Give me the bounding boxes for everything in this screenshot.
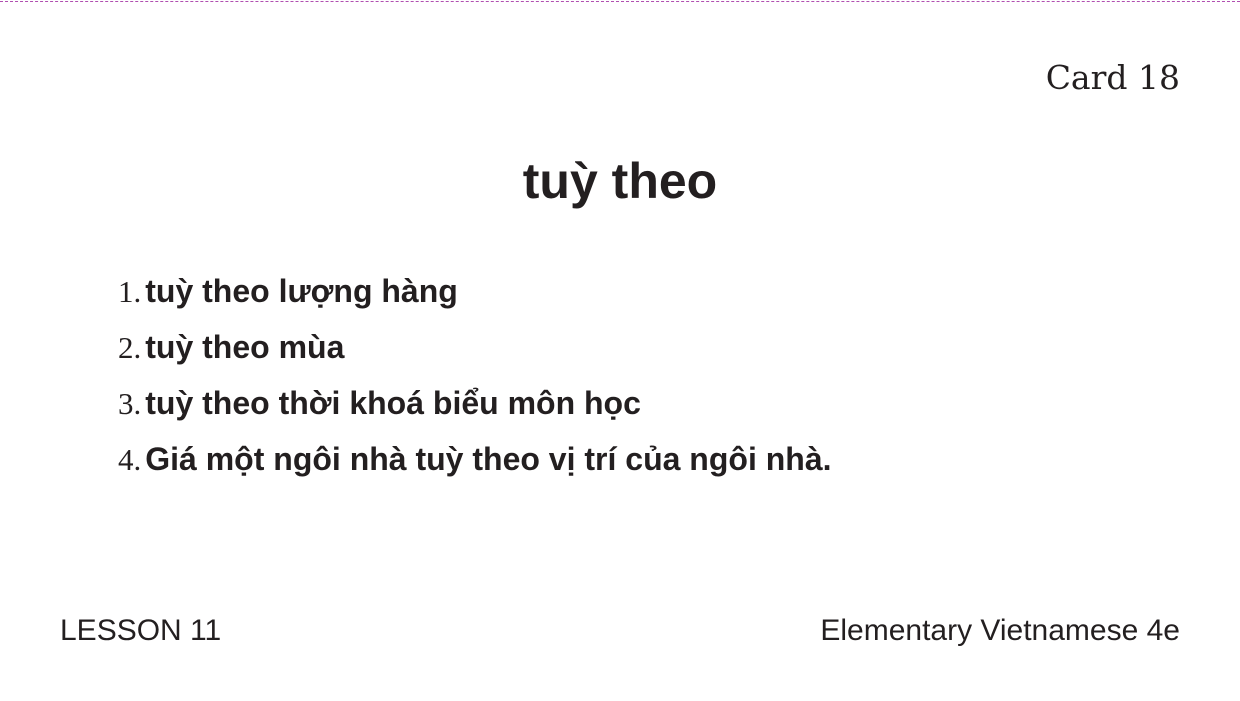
book-title: Elementary Vietnamese 4e <box>820 614 1180 647</box>
example-item <box>118 375 832 431</box>
example-item <box>118 319 832 375</box>
example-number: 4. <box>118 442 142 477</box>
example-text: Giá một ngôi nhà tuỳ theo vị trí của ngôi nhà. <box>145 441 832 477</box>
headword-title: tuỳ theo <box>522 153 718 209</box>
example-list <box>118 263 832 487</box>
example-number: 1. <box>118 274 142 309</box>
example-number: 2. <box>118 330 142 365</box>
example-number: 3. <box>118 386 142 421</box>
example-item <box>118 431 832 487</box>
example-item <box>118 263 832 319</box>
cut-line-divider <box>0 1 1240 2</box>
example-text: tuỳ theo mùa <box>145 329 345 365</box>
card-number: Card 18 <box>1045 58 1180 97</box>
lesson-label: LESSON 11 <box>60 614 222 647</box>
example-text: tuỳ theo thời khoá biểu môn học <box>145 385 641 421</box>
example-text: tuỳ theo lượng hàng <box>145 273 458 309</box>
